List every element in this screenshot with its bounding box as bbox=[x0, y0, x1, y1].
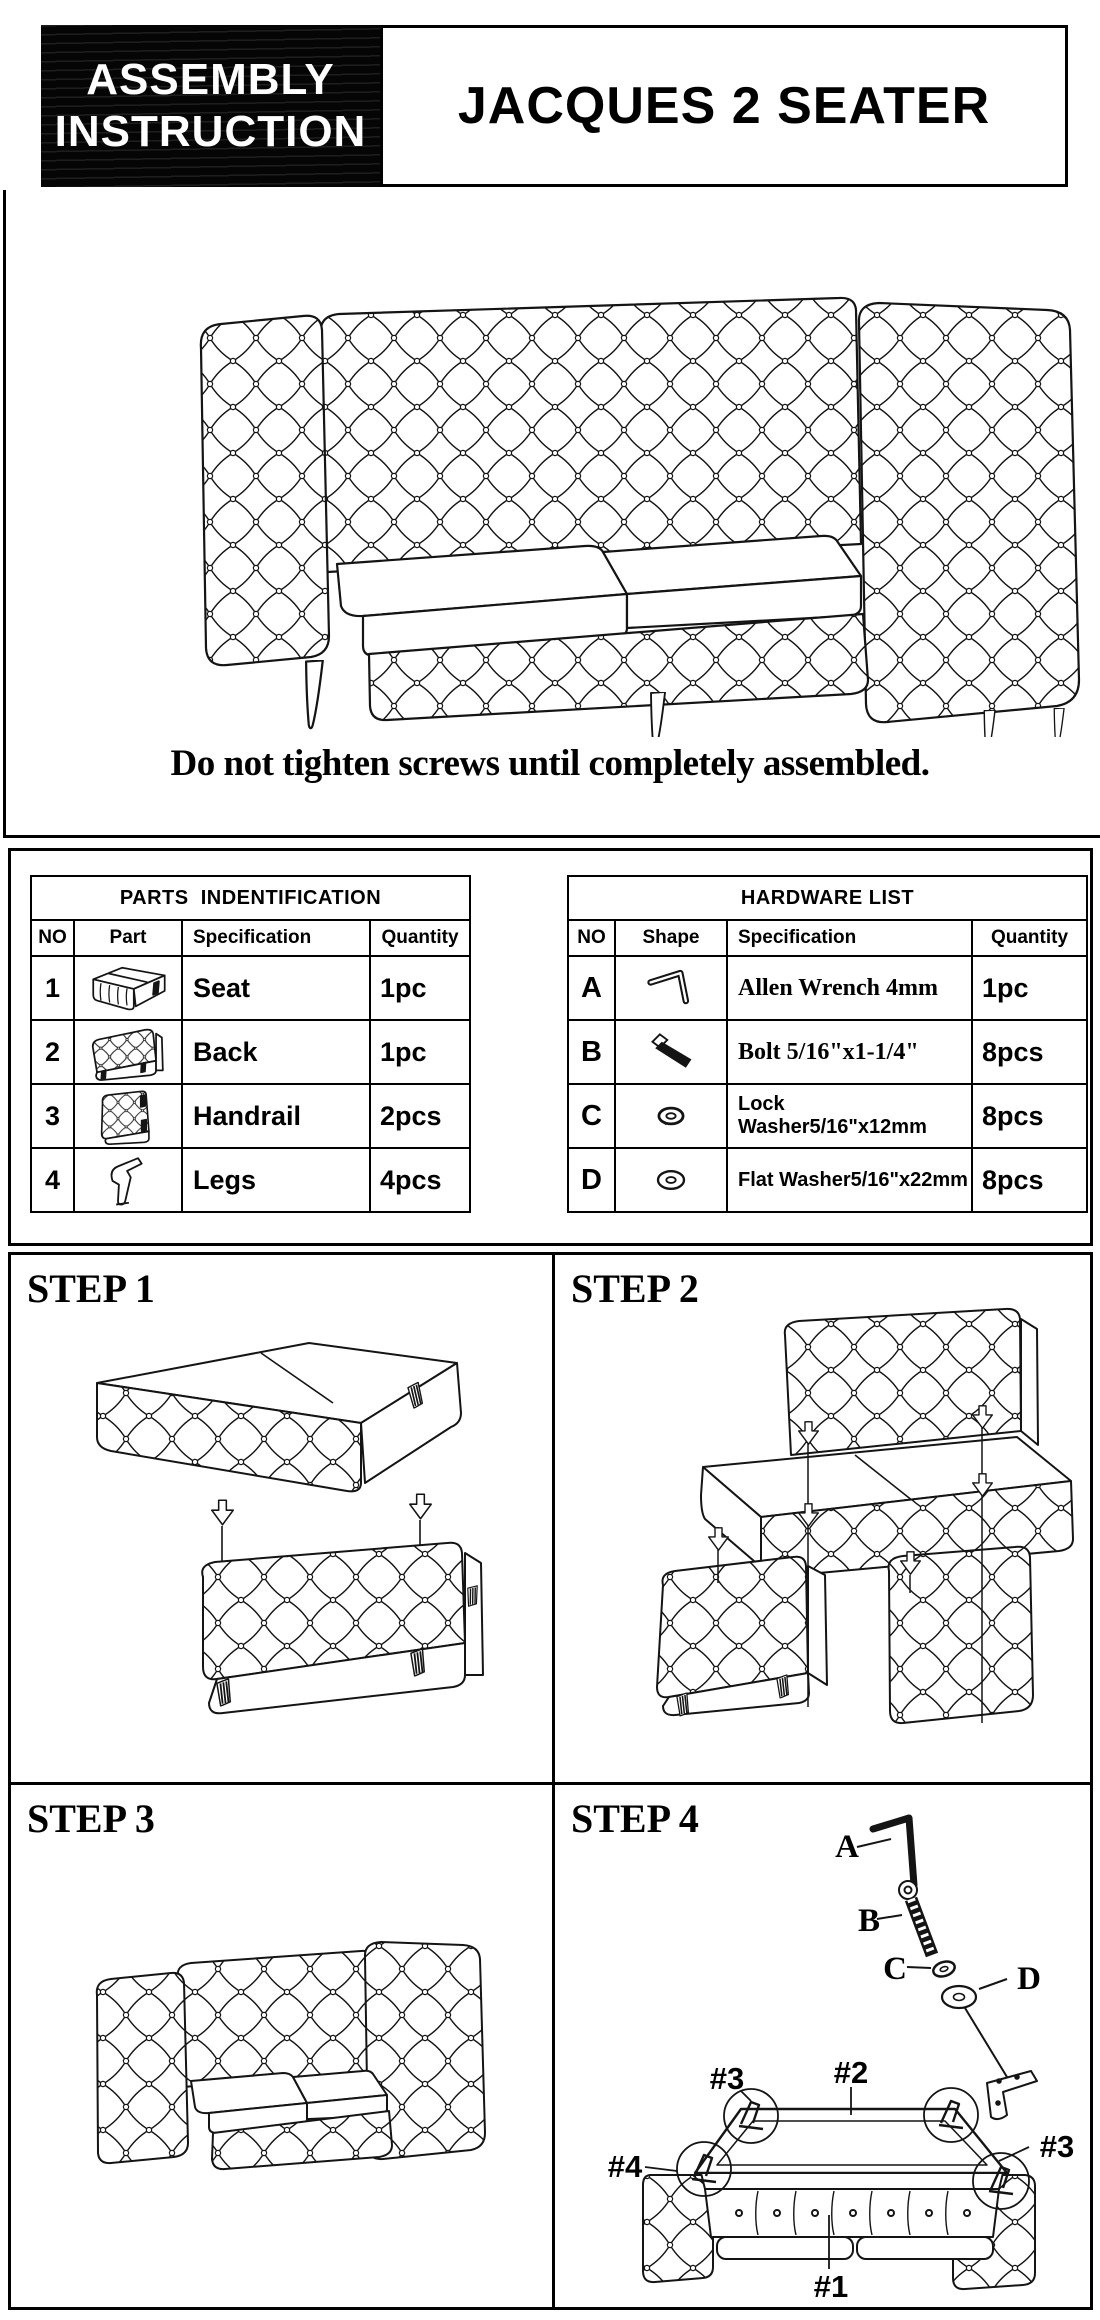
hw-col-qty: Quantity bbox=[973, 921, 1086, 955]
step4-ref-1: #1 bbox=[813, 2269, 849, 2304]
parts-identification-table bbox=[30, 875, 471, 1213]
step4-label-a: A bbox=[835, 1829, 859, 1865]
part-no: 3 bbox=[32, 1085, 73, 1147]
hw-icon-cell bbox=[616, 1085, 726, 1147]
part-qty: 1pc bbox=[371, 1021, 469, 1083]
part-icon-cell bbox=[75, 957, 181, 1019]
part-spec: Seat bbox=[183, 957, 369, 1019]
seat-part-icon bbox=[82, 960, 174, 1016]
allen-wrench-icon bbox=[873, 1818, 914, 1885]
step-1-illustration bbox=[11, 1255, 549, 1779]
part-spec: Back bbox=[183, 1021, 369, 1083]
hw-icon-cell bbox=[616, 1149, 726, 1211]
lock-washer-icon bbox=[931, 1959, 956, 1979]
part-no: 1 bbox=[32, 957, 73, 1019]
hw-no: D bbox=[569, 1149, 614, 1211]
hardware-list-table bbox=[567, 875, 1088, 1213]
legs-part-icon bbox=[95, 1150, 161, 1210]
step-1-label: STEP 1 bbox=[27, 1266, 155, 1311]
part-icon-cell bbox=[75, 1149, 181, 1211]
part-qty: 1pc bbox=[371, 957, 469, 1019]
part-icon-cell bbox=[75, 1085, 181, 1147]
part-spec: Handrail bbox=[183, 1085, 369, 1147]
part-no: 2 bbox=[32, 1021, 73, 1083]
part-qty: 2pcs bbox=[371, 1085, 469, 1147]
step-4-label: STEP 4 bbox=[571, 1796, 699, 1841]
part-icon-cell bbox=[75, 1021, 181, 1083]
step-1-panel bbox=[11, 1255, 549, 1779]
hw-no: B bbox=[569, 1021, 614, 1083]
leg-bracket bbox=[987, 2071, 1037, 2119]
hw-col-spec: Specification bbox=[728, 921, 971, 955]
hw-spec: Bolt 5/16"x1-1/4" bbox=[728, 1021, 971, 1083]
steps-section bbox=[8, 1252, 1093, 2310]
parts-col-part: Part bbox=[75, 921, 181, 955]
step-3-illustration bbox=[11, 1785, 549, 2309]
hw-qty: 1pc bbox=[973, 957, 1086, 1019]
step4-ref-3a: #3 bbox=[709, 2061, 745, 2096]
part-no: 4 bbox=[32, 1149, 73, 1211]
handrail-part-icon bbox=[90, 1086, 166, 1146]
back-part-icon bbox=[82, 1022, 174, 1082]
sofa-hero-illustration bbox=[187, 292, 1087, 737]
flat-washer-icon bbox=[623, 1154, 719, 1206]
badge-line-2: INSTRUCTION bbox=[54, 107, 367, 156]
step-4-illustration bbox=[555, 1785, 1093, 2309]
step-2-panel bbox=[555, 1255, 1093, 1779]
hw-spec: Flat Washer5/16"x22mm bbox=[728, 1149, 971, 1211]
part-qty: 4pcs bbox=[371, 1149, 469, 1211]
hw-spec: Allen Wrench 4mm bbox=[728, 957, 971, 1019]
hw-spec: Lock Washer5/16"x12mm bbox=[728, 1085, 971, 1147]
parts-col-no: NO bbox=[32, 921, 73, 955]
hardware-table-title: HARDWARE LIST bbox=[569, 877, 1086, 919]
step4-label-b: B bbox=[857, 1903, 881, 1939]
warning-text: Do not tighten screws until completely assembled. bbox=[170, 743, 930, 784]
parts-col-spec: Specification bbox=[183, 921, 369, 955]
step4-label-d: D bbox=[1017, 1961, 1041, 1997]
step4-ref-2: #2 bbox=[833, 2055, 869, 2090]
product-title: JACQUES 2 SEATER bbox=[380, 25, 1068, 187]
bolt-icon bbox=[623, 1026, 719, 1078]
hw-no: C bbox=[569, 1085, 614, 1147]
assembly-instruction-badge bbox=[41, 25, 380, 187]
step4-label-c: C bbox=[883, 1951, 907, 1987]
hw-qty: 8pcs bbox=[973, 1021, 1086, 1083]
step4-ref-4: #4 bbox=[607, 2149, 643, 2184]
step-3-label: STEP 3 bbox=[27, 1796, 155, 1841]
tables-section bbox=[8, 848, 1093, 1246]
hw-qty: 8pcs bbox=[973, 1149, 1086, 1211]
header bbox=[41, 25, 1068, 187]
step4-ref-3b: #3 bbox=[1039, 2129, 1075, 2164]
parts-table-title: PARTS INDENTIFICATION bbox=[32, 877, 469, 919]
hw-icon-cell bbox=[616, 957, 726, 1019]
hw-icon-cell bbox=[616, 1021, 726, 1083]
hw-no: A bbox=[569, 957, 614, 1019]
parts-col-qty: Quantity bbox=[371, 921, 469, 955]
flat-washer-icon bbox=[942, 1986, 976, 2008]
hw-qty: 8pcs bbox=[973, 1085, 1086, 1147]
lock-washer-icon bbox=[623, 1090, 719, 1142]
step-2-illustration bbox=[555, 1255, 1093, 1779]
step-3-panel bbox=[11, 1785, 549, 2309]
step-4-panel bbox=[555, 1785, 1093, 2309]
hw-col-no: NO bbox=[569, 921, 614, 955]
hw-col-shape: Shape bbox=[616, 921, 726, 955]
allen-wrench-icon bbox=[623, 962, 719, 1014]
badge-line-1: ASSEMBLY bbox=[86, 55, 335, 105]
step-2-label: STEP 2 bbox=[571, 1266, 699, 1311]
part-spec: Legs bbox=[183, 1149, 369, 1211]
